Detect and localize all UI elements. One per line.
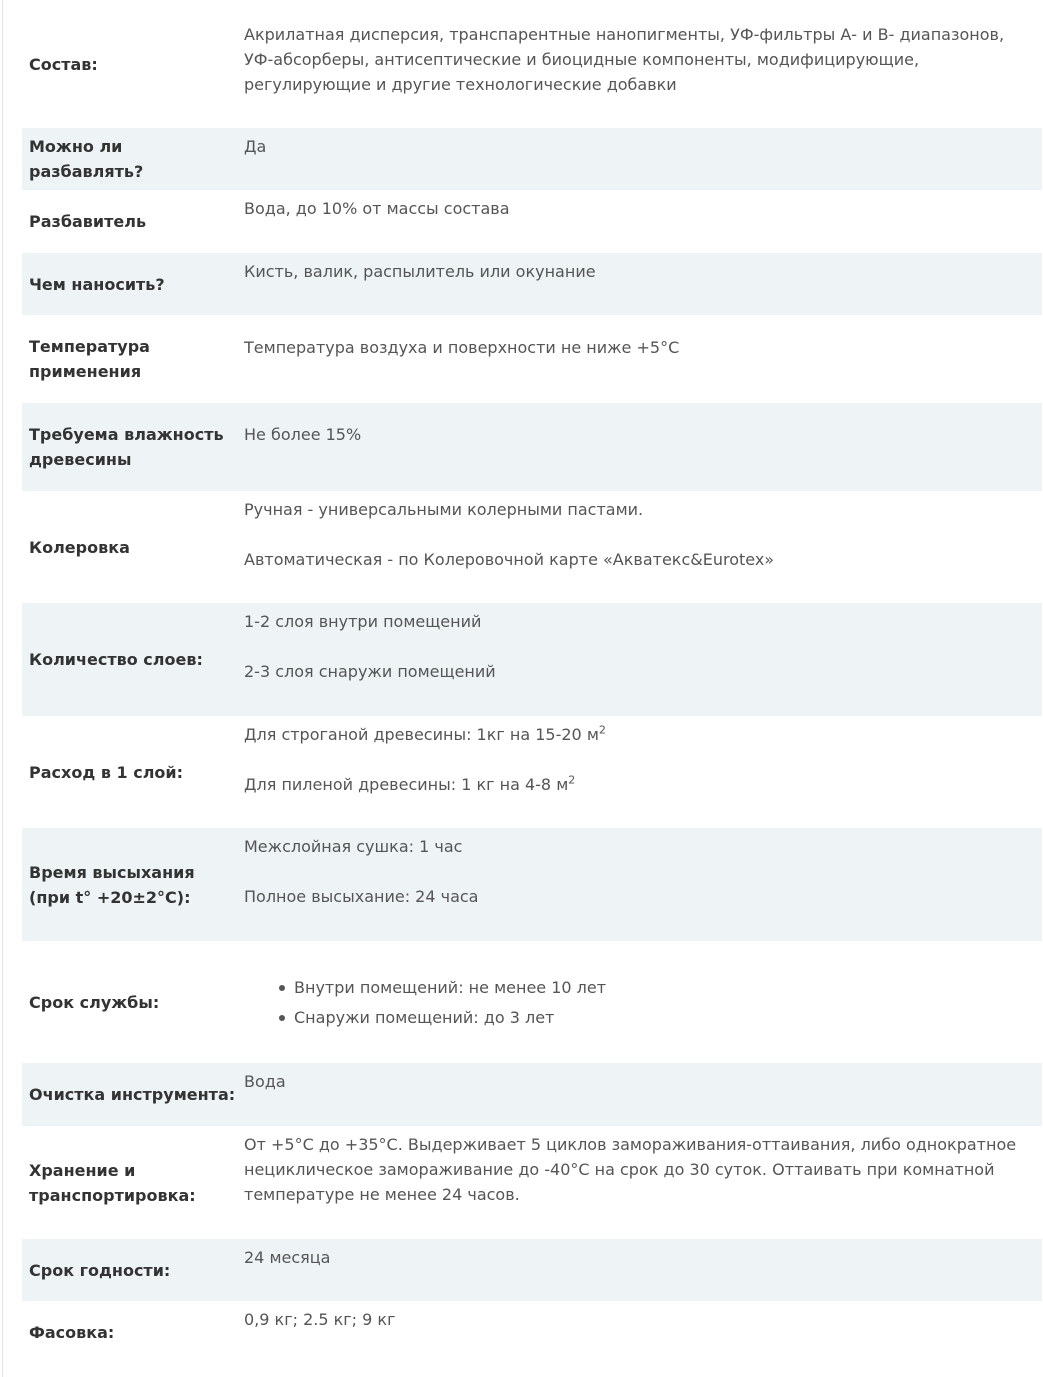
spec-value (244, 1301, 1042, 1332)
spec-row-drying-time (22, 828, 1042, 941)
spec-label: Температура применения (29, 337, 150, 381)
spec-value-line (244, 772, 1018, 797)
spec-value (244, 253, 1042, 284)
spec-label: Фасовка: (29, 1323, 115, 1342)
spec-value-line: От +5°С до +35°С. Выдерживает 5 циклов замораживания-оттаивания, либо однократное нециклическое замораживание до -40°С на срок до 30 суток. Оттаивать при комнатной температуре не менее 24 часов. (244, 1135, 1017, 1204)
spec-label: Состав: (29, 54, 98, 74)
spec-value (244, 315, 1042, 360)
spec-value-line: Не более 15% (244, 425, 362, 444)
spec-label: Можно ли разбавлять? (29, 137, 144, 181)
spec-value (244, 1063, 1042, 1094)
spec-row-application-tools (22, 253, 1042, 315)
spec-value-line: 2-3 слоя снаружи помещений (244, 662, 496, 681)
spec-row-composition (22, 0, 1042, 128)
content-left-border (2, 0, 3, 1377)
spec-value (244, 1126, 1042, 1207)
spec-label: Срок годности: (29, 1260, 171, 1280)
spec-value-line: Межслойная сушка: 1 час (244, 837, 463, 856)
spec-value (244, 403, 1042, 447)
square-superscript: 2 (598, 723, 606, 737)
spec-value-line: Полное высыхание: 24 часа (244, 887, 479, 906)
spec-value-line: Автоматическая - по Колеровочной карте «Акватекс&Eurotex» (244, 550, 775, 569)
spec-row-wood-moisture (22, 403, 1042, 491)
list-item: Снаружи помещений: до 3 лет (294, 1003, 1018, 1033)
spec-row-tool-cleaning (22, 1063, 1042, 1126)
spec-row-dilutable (22, 128, 1042, 190)
spec-row-service-life (22, 941, 1042, 1063)
product-spec-table (22, 0, 1042, 1364)
spec-row-tinting (22, 491, 1042, 603)
spec-label: Срок службы: (29, 992, 160, 1012)
spec-label: Чем наносить? (29, 274, 165, 294)
spec-row-consumption (22, 716, 1042, 828)
spec-value (244, 190, 1042, 221)
service-life-list (244, 973, 1018, 1033)
spec-label: Колеровка (29, 537, 130, 557)
spec-value-line: 1-2 слоя внутри помещений (244, 612, 482, 631)
spec-value (244, 128, 1042, 159)
spec-value (244, 603, 1042, 684)
spec-value-line: Вода (244, 1072, 286, 1091)
spec-value (244, 828, 1042, 909)
spec-value-line: Кисть, валик, распылитель или окунание (244, 262, 596, 281)
spec-value-text: Для пиленой древесины: 1 кг на 4-8 м (244, 775, 569, 794)
spec-value-line (244, 722, 1018, 747)
spec-value-line: Ручная - универсальными колерными пастами. (244, 500, 644, 519)
spec-row-packaging (22, 1301, 1042, 1364)
spec-row-thinner (22, 190, 1042, 253)
spec-label: Время высыхания (при t° +20±2°С): (29, 862, 195, 907)
spec-value-text: Для строганой древесины: 1кг на 15-20 м (244, 725, 599, 744)
spec-label: Очистка инструмента: (29, 1085, 236, 1104)
spec-value-line: 24 месяца (244, 1248, 331, 1267)
spec-label: Требуема влажность древесины (29, 425, 224, 469)
spec-value (244, 1239, 1042, 1270)
spec-value (244, 716, 1042, 797)
spec-label: Разбавитель (29, 212, 147, 231)
spec-value-line: Акрилатная дисперсия, транспарентные нанопигменты, УФ-фильтры А- и В- диапазонов, УФ-абсорберы, антисептические и биоцидные компоненты, модифицирующие, регулирующие и другие технологические добавки (244, 25, 1005, 94)
spec-value-line: Вода, до 10% от массы состава (244, 199, 510, 218)
spec-value (244, 491, 1042, 572)
spec-value (244, 0, 1042, 97)
square-superscript: 2 (568, 773, 576, 787)
spec-value (244, 941, 1042, 1033)
list-item: Внутри помещений: не менее 10 лет (294, 973, 1018, 1003)
spec-value-line: Да (244, 137, 267, 156)
spec-value-line: 0,9 кг; 2.5 кг; 9 кг (244, 1310, 396, 1329)
spec-row-shelf-life (22, 1239, 1042, 1301)
spec-row-application-temperature (22, 315, 1042, 403)
spec-label: Количество слоев: (29, 650, 203, 669)
spec-row-layer-count (22, 603, 1042, 716)
spec-label: Расход в 1 слой: (29, 762, 184, 782)
spec-row-storage-transport (22, 1126, 1042, 1239)
spec-value-line: Температура воздуха и поверхности не ниже +5°С (244, 338, 680, 357)
spec-label: Хранение и транспортировка: (29, 1160, 196, 1205)
